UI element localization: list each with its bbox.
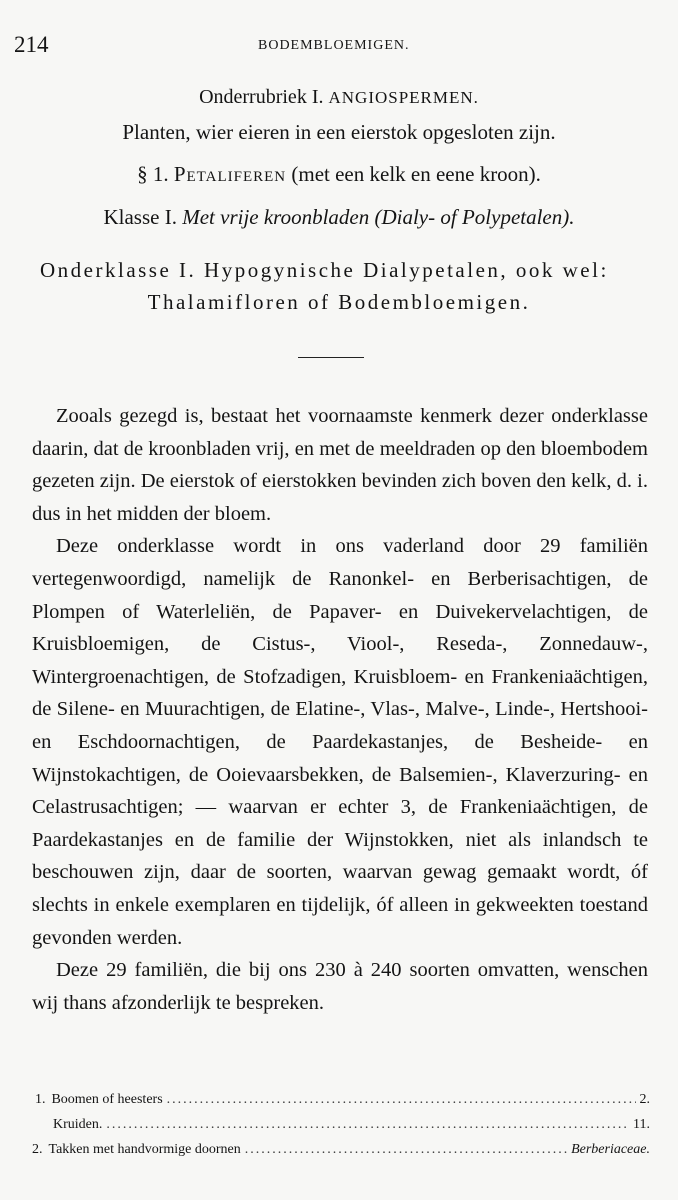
key-entry-number: 2. [32, 1142, 43, 1157]
paragraph: Deze onderklasse wordt in ons vaderland door 29 familiën vertegenwoordigd, namelijk de Ranonkel- en Berberisachtigen, de Plompen of Waterleliën, de Papaver- en Duivekervelachtigen, de Kruisbloemigen, de Cistus-, Viool-, Reseda-, Zonnedauw-, Wintergroenachtigen, de Stofzadigen, Kruisbloem- en Frankeniaächtigen, de Silene- en Muurachtigen, de Elatine-, Vlas-, Malve-, Linde-, Hertshooi- en Eschdoornachtigen, de Paardekastanjes, de Besheide- en Wijnstokachtigen, de Ooievaarsbekken, de Balsemien-, Klaverzuring- en Celastrusachtigen; — waarvan er echter 3, de Frankeniaächtigen, de Paardekastanjes en de familie der Wijnstokken, niet als inlandsch te beschouwen zijn, daar de soorten, waarvan gewag gemaakt wordt, óf slechts in enkele exemplaren en tijdelijk, óf alleen in gekweekten toestand gevonden werden. [32, 535, 648, 949]
subdivision-name: ANGIOSPERMEN. [328, 88, 479, 107]
key-entry-target: Berberiaceae. [571, 1142, 650, 1157]
dot-leader [245, 1142, 567, 1158]
key-entry-target: 2. [639, 1092, 650, 1107]
subdivision-label: Onderrubriek I. [199, 86, 324, 108]
key-entry-target: 11. [633, 1117, 650, 1132]
key-entry-number: 1. [34, 1092, 46, 1107]
running-title: BODEMBLOEMIGEN. [258, 38, 410, 53]
key-entry-label: Kruiden. [53, 1117, 103, 1132]
section-divider [298, 357, 364, 358]
subdivision-description: Planten, wier eieren in een eierstok opgesloten zijn. [122, 120, 556, 144]
section-name: Petaliferen [173, 162, 287, 186]
section-heading [0, 162, 678, 187]
subclass-synonym: Thalamifloren of Bodembloemigen. [147, 290, 531, 314]
key-entry [32, 1092, 650, 1108]
class-label: Klasse I. [103, 205, 177, 229]
page-number: 214 [14, 32, 49, 57]
paragraph: Deze 29 familiën, die bij ons 230 à 240 soorten omvatten, wenschen wij thans afzonderlijk te bespreken. [32, 959, 648, 1014]
class-heading [0, 205, 678, 230]
key-entry [32, 1117, 650, 1133]
class-synonym: (Dialy- of Polypetalen). [374, 205, 575, 229]
paragraph: Zooals gezegd is, bestaat het voornaamste kenmerk dezer onderklasse daarin, dat de kroonbladen vrij, en met de meeldraden op den bloembodem gezeten zijn. De eierstok of eierstokken bevinden zich boven den kelk, d. i. dus in het midden der bloem. [32, 405, 648, 525]
dot-leader [167, 1092, 636, 1108]
section-number: § 1. [137, 162, 169, 186]
class-name: Met vrije kroonbladen [182, 205, 370, 229]
subclass-heading: Onderklasse I. Hypogynische Dialypetalen, ook wel: [40, 258, 609, 282]
section-description: (met een kelk en eene kroon). [291, 162, 541, 186]
dot-leader [106, 1117, 629, 1133]
body-text [32, 400, 648, 1019]
key-entry [32, 1142, 650, 1158]
key-entry-label: Boomen of heesters [51, 1092, 163, 1107]
key-entry-label: Takken met handvormige doornen [48, 1142, 241, 1157]
subdivision-heading [0, 86, 678, 109]
